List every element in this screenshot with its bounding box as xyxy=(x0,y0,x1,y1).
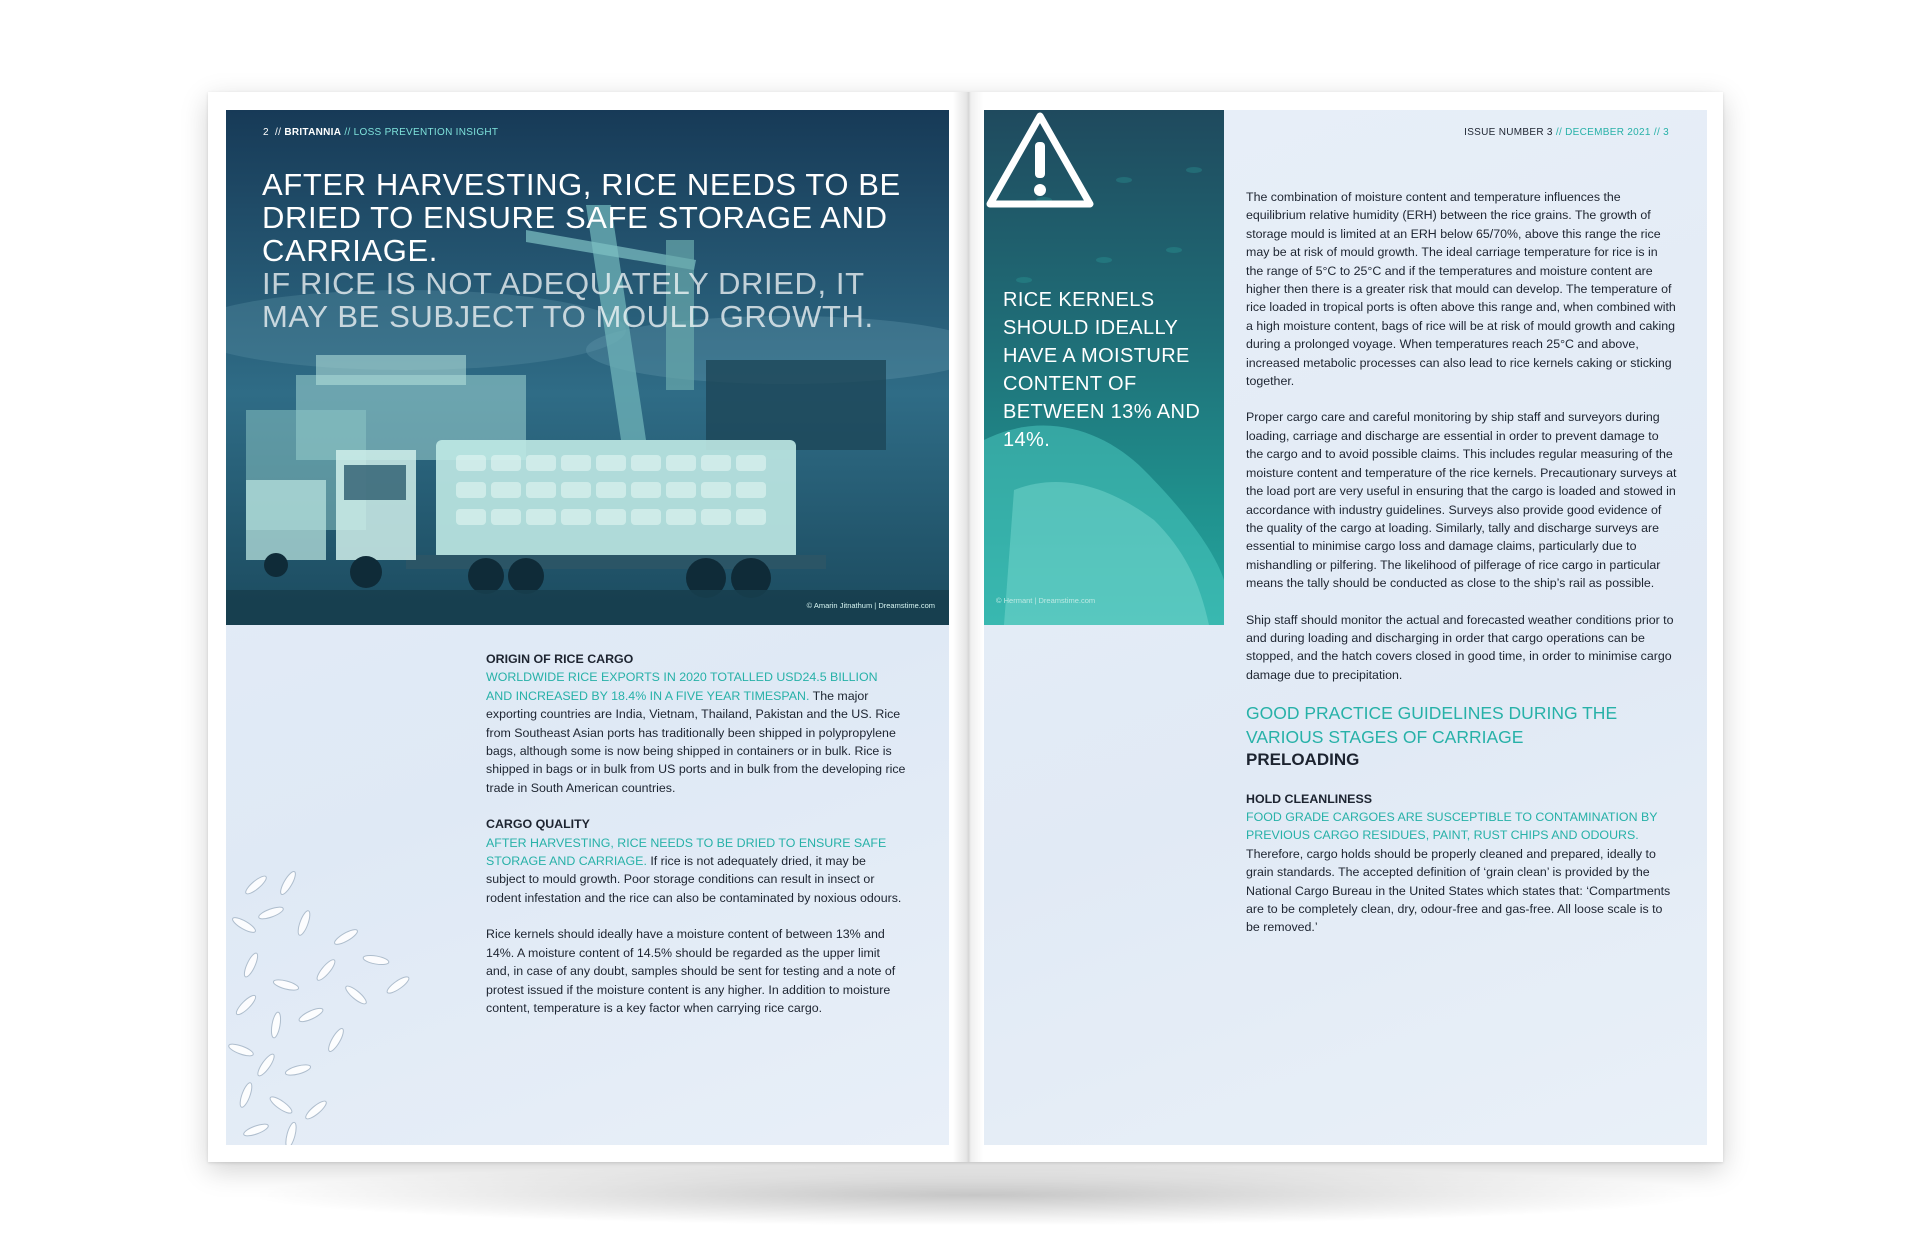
guidelines-heading: GOOD PRACTICE GUIDELINES DURING THE VARIOUS STAGES OF CARRIAGE xyxy=(1246,703,1618,747)
magazine-spread xyxy=(208,92,1723,1162)
quality-lead: AFTER HARVESTING, RICE NEEDS TO BE DRIED TO ENSURE SAFE STORAGE AND CARRIAGE. xyxy=(486,835,887,869)
cargo-care-paragraph: Proper cargo care and careful monitoring by ship staff and surveyors during loading, carriage and discharge are essential in order to prevent damage to the cargo and to avoid possible claims. This includes regular measuring of the moisture content and temperature of the rice kernels. Precautionary surveys at the load port are very useful in ensuring that the cargo is loaded and stowed in accordance with industry guidelines. Surveys also provide good evidence of the quality of the cargo at loading. Similarly, tally and discharge surveys are essential to minimise cargo loss and damage claims, particularly due to mishandling or pilfering. The likelihood of pilferage of rice cargo in particular means the tally should be conducted as close to the ship’s rail as possible. xyxy=(1246,410,1677,591)
quality-heading: CARGO QUALITY xyxy=(486,817,590,832)
quality-section xyxy=(486,815,906,907)
hold-cleanliness-section xyxy=(1246,790,1678,937)
photo-credit: © Amarin Jitnathum | Dreamstime.com xyxy=(806,601,935,610)
hero-image xyxy=(226,110,949,625)
left-body-column xyxy=(486,650,906,1035)
photo-credit-right: © Hermant | Dreamstime.com xyxy=(996,596,1096,605)
preloading-heading: PRELOADING xyxy=(1246,750,1360,770)
running-head-left: 2 // BRITANNIA // LOSS PREVENTION INSIGHT xyxy=(263,127,499,138)
erh-paragraph: The combination of moisture content and temperature influences the equilibrium relative humidity (ERH) between the rice grains. The growth of storage mould is limited at an ERH below 65/70%, above this range the rice may be at risk of mould growth. The ideal carriage temperature for rice is in the range of 5°C to 25°C and if the temperatures and moisture content are higher then there is a greater risk that mould can develop. The temperature of rice loaded in tropical ports is often above this range and, when combined with a high moisture content, bags of rice will be at risk of mould growth and caking during a prolonged voyage. When temperatures reach 25°C and above, increased metabolic processes can also lead to rice kernels caking or sticking together. xyxy=(1246,190,1676,389)
origin-lead: WORLDWIDE RICE EXPORTS IN 2020 TOTALLED USD24.5 BILLION AND INCREASED BY 18.4% IN A FIVE YEAR TIMESPAN. xyxy=(486,670,878,703)
left-page xyxy=(226,110,949,1145)
pull-quote: RICE KERNELS SHOULD IDEALLY HAVE A MOISTURE CONTENT OF BETWEEN 13% AND 14%. xyxy=(1003,289,1201,451)
moisture-paragraph: Rice kernels should ideally have a moisture content of between 13% and 14%. A moisture content of 14.5% should be regarded as the upper limit and, in case of any doubt, samples should be sent for testing and a note of protest issued if the moisture content is any higher. In addition to moisture content, temperature is a key factor when carrying rice cargo. xyxy=(486,927,896,1015)
right-body-column xyxy=(1246,188,1678,955)
origin-body: The major exporting countries are India, Vietnam, Thailand, Pakistan and the US. Rice from Southeast Asian ports has traditionally been shipped in polypropylene bags, although some is now being shipped in containers or in bulk. Rice is shipped in bags or in bulk from US ports and in bulk from the developing rice trade in South American countries. xyxy=(486,688,906,795)
hold-lead: FOOD GRADE CARGOES ARE SUSCEPTIBLE TO CONTAMINATION BY PREVIOUS CARGO RESIDUES, PAINT, RUST CHIPS AND ODOURS. xyxy=(1246,809,1658,843)
running-head-right: ISSUE NUMBER 3 // DECEMBER 2021 // 3 xyxy=(1464,127,1669,138)
spine-gutter xyxy=(953,92,983,1162)
warning-triangle-icon xyxy=(984,110,1096,210)
side-panel-image xyxy=(984,110,1224,625)
hold-heading: HOLD CLEANLINESS xyxy=(1246,791,1372,806)
right-page xyxy=(984,110,1707,1145)
spread-shadow xyxy=(260,1165,1690,1225)
hold-body: Therefore, cargo holds should be properly cleaned and prepared, ideally to grain standards. The accepted definition of ‘grain clean’ is provided by the National Cargo Bureau in the United States which states that: ‘Compartments are to be completely clean, dry, odour-free and gas-free. All loose scale is to be removed.’ xyxy=(1246,846,1671,935)
rice-grains-decoration xyxy=(226,865,426,1145)
quality-body: If rice is not adequately dried, it may be subject to mould growth. Poor storage conditions can result in insect or rodent infestation and the rice can also be contaminated by noxious odours. xyxy=(486,854,902,905)
origin-heading: ORIGIN OF RICE CARGO xyxy=(486,652,634,666)
hero-title: AFTER HARVESTING, RICE NEEDS TO BE DRIED TO ENSURE SAFE STORAGE AND CARRIAGE. IF RICE IS NOT ADEQUATELY DRIED, IT MAY BE SUBJECT TO MOULD GROWTH. xyxy=(262,167,901,334)
origin-section xyxy=(486,650,906,797)
weather-paragraph: Ship staff should monitor the actual and forecasted weather conditions prior to and during loading and discharging in order that cargo operations can be stopped, and the hatch covers closed in good time, in order to minimise cargo damage due to precipitation. xyxy=(1246,612,1674,682)
